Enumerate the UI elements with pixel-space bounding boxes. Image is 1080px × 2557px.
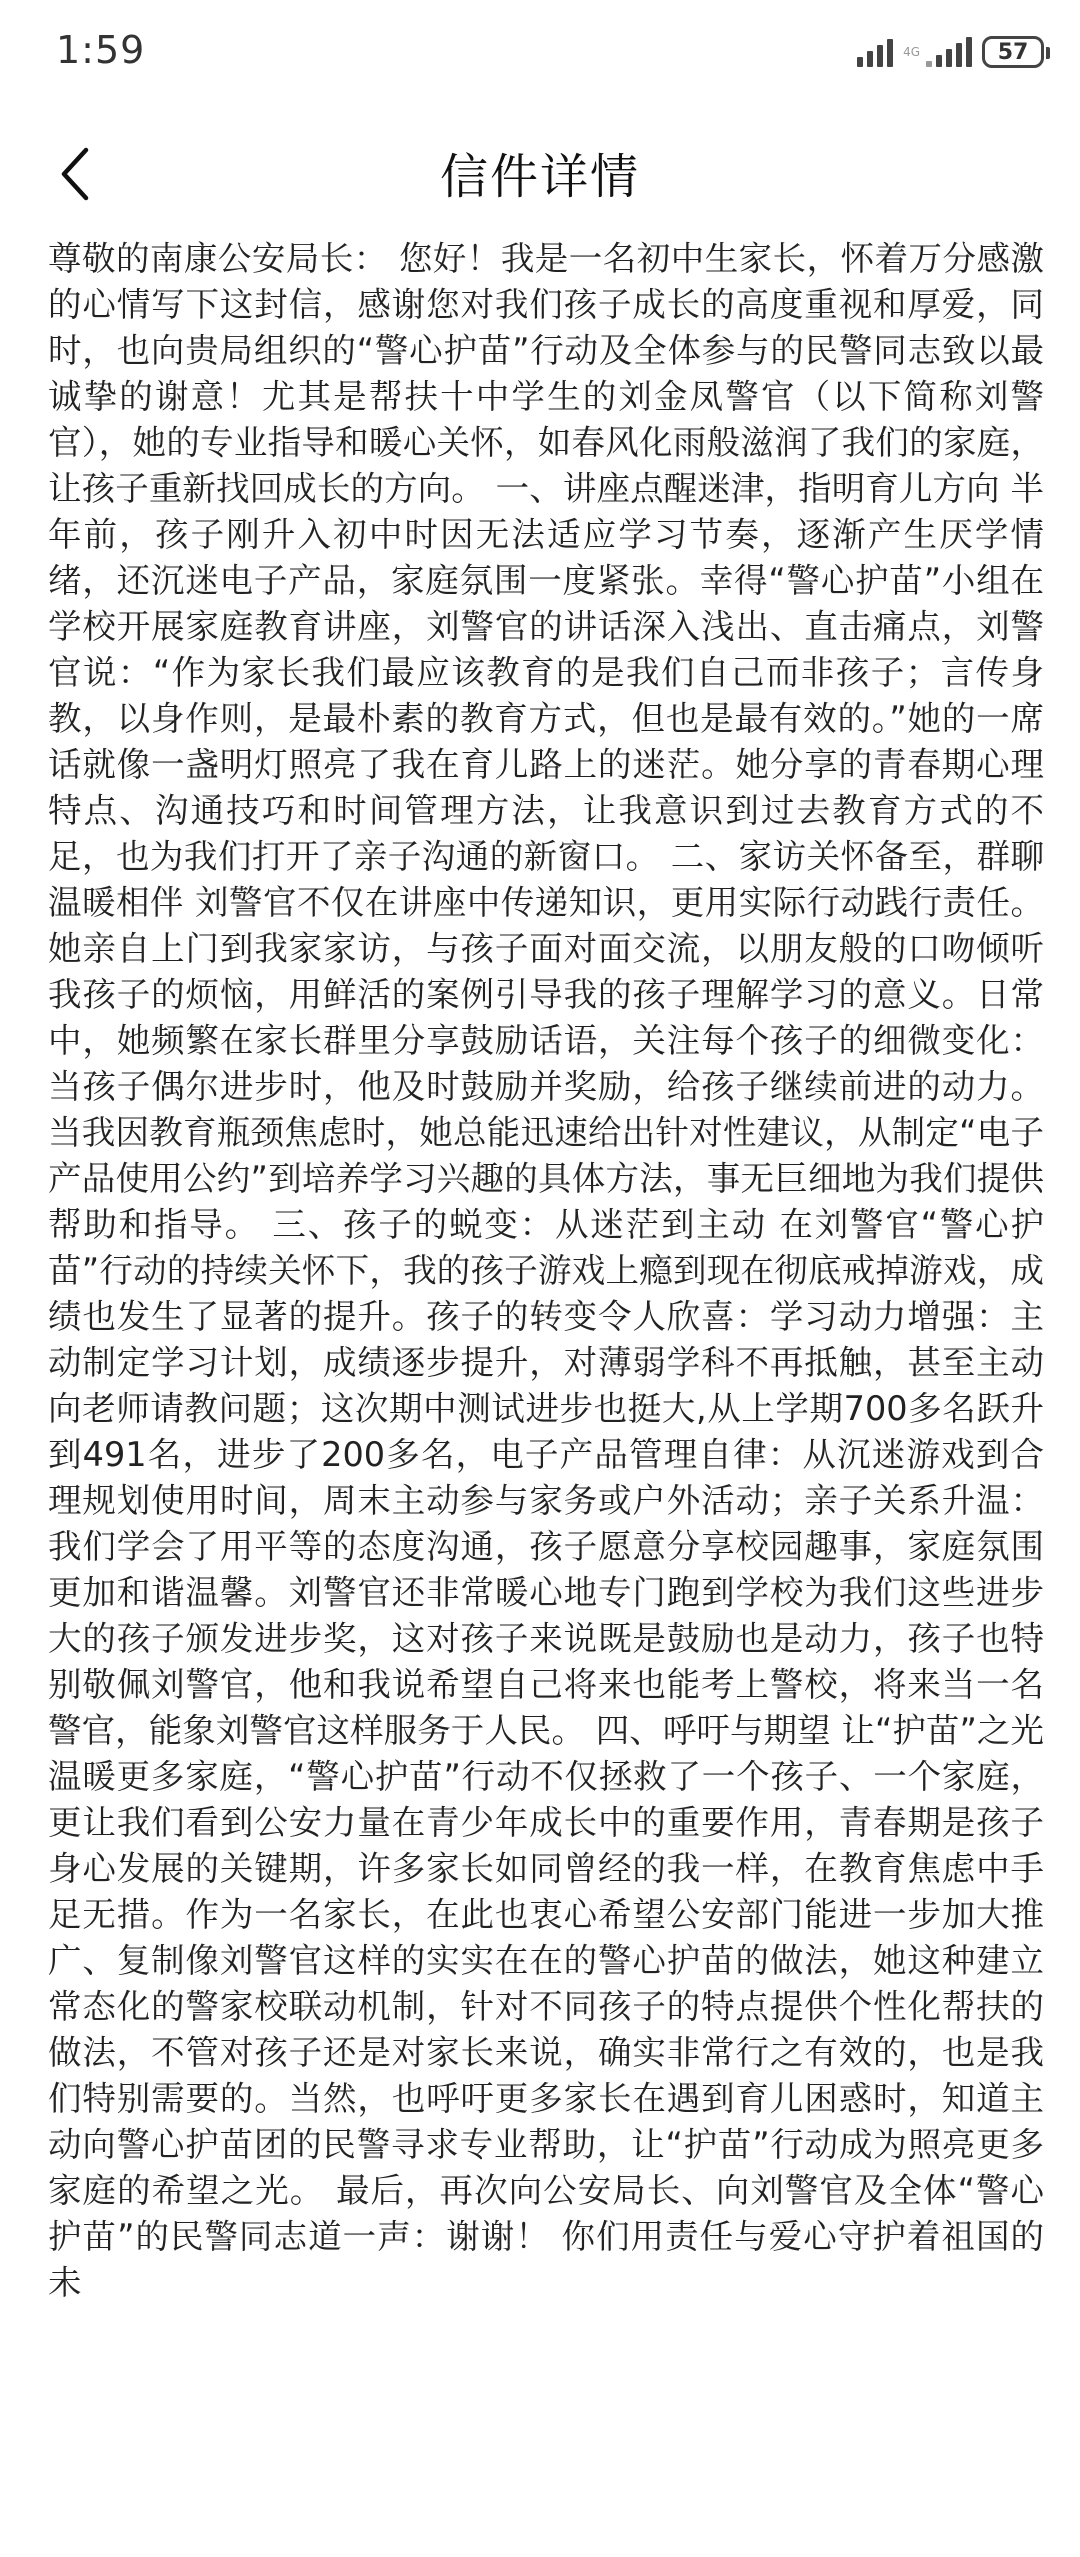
- signal-icon: [857, 37, 893, 67]
- network-type-label: 4G: [903, 45, 920, 59]
- status-time: 1:59: [56, 28, 146, 72]
- signal-icon-secondary: [926, 37, 972, 67]
- status-bar: [0, 0, 1080, 112]
- battery-level: 57: [997, 39, 1029, 65]
- page-title: 信件详情: [439, 149, 640, 205]
- nav-header: [0, 112, 1080, 236]
- letter-content: 尊敬的南康公安局长： 您好！我是一名初中生家长，怀着万分感激的心情写下这封信，感谢您对我们孩子成长的高度重视和厚爱，同时，也向贵局组织的“警心护苗”行动及全体参与的民警同志致以最诚挚的谢意！尤其是帮扶十中学生的刘金凤警官（以下简称刘警官），她的专业指导和暖心关怀，如春风化雨般滋润了我们的家庭，让孩子重新找回成长的方向。 一、讲座点醒迷津，指明育儿方向 半年前，孩子刚升入初中时因无法适应学习节奏，逐渐产生厌学情绪，还沉迷电子产品，家庭氛围一度紧张。幸得“警心护苗”小组在学校开展家庭教育讲座，刘警官的讲话深入浅出、直击痛点，刘警官说：“作为家长我们最应该教育的是我们自己而非孩子；言传身教，以身作则，是最朴素的教育方式，但也是最有效的。”她的一席话就像一盏明灯照亮了我在育儿路上的迷茫。她分享的青春期心理特点、沟通技巧和时间管理方法，让我意识到过去教育方式的不足，也为我们打开了亲子沟通的新窗口。 二、家访关怀备至，群聊温暖相伴 刘警官不仅在讲座中传递知识，更用实际行动践行责任。她亲自上门到我家家访，与孩子面对面交流，以朋友般的口吻倾听我孩子的烦恼，用鲜活的案例引导我的孩子理解学习的意义。日常中，她频繁在家长群里分享鼓励话语，关注每个孩子的细微变化：当孩子偶尔进步时，他及时鼓励并奖励，给孩子继续前进的动力。当我因教育瓶颈焦虑时，她总能迅速给出针对性建议，从制定“电子产品使用公约”到培养学习兴趣的具体方法，事无巨细地为我们提供帮助和指导。 三、孩子的蜕变：从迷茫到主动 在刘警官“警心护苗”行动的持续关怀下，我的孩子游戏上瘾到现在彻底戒掉游戏，成绩也发生了显著的提升。孩子的转变令人欣喜：学习动力增强：主动制定学习计划，成绩逐步提升，对薄弱学科不再抵触，甚至主动向老师请教问题；这次期中测试进步也挺大,从上学期700多名跃升到491名，进步了200多名，电子产品管理自律：从沉迷游戏到合理规划使用时间，周末主动参与家务或户外活动；亲子关系升温：我们学会了用平等的态度沟通，孩子愿意分享校园趣事，家庭氛围更加和谐温馨。刘警官还非常暖心地专门跑到学校为我们这些进步大的孩子颁发进步奖，这对孩子来说既是鼓励也是动力，孩子也特别敬佩刘警官，他和我说希望自己将来也能考上警校，将来当一名警官，能象刘警官这样服务于人民。 四、呼吁与期望 让“护苗”之光温暖更多家庭，“警心护苗”行动不仅拯救了一个孩子、一个家庭，更让我们看到公安力量在青少年成长中的重要作用，青春期是孩子身心发展的关键期，许多家长如同曾经的我一样，在教育焦虑中手足无措。作为一名家长，在此也衷心希望公安部门能进一步加大推广、复制像刘警官这样的实实在在的警心护苗的做法，她这种建立常态化的警家校联动机制，针对不同孩子的特点提供个性化帮扶的做法，不管对孩子还是对家长来说，确实非常行之有效的，也是我们特别需要的。当然，也呼吁更多家长在遇到育儿困惑时，知道主动向警心护苗团的民警寻求专业帮助，让“护苗”行动成为照亮更多家庭的希望之光。 最后，再次向公安局长、向刘警官及全体“警心护苗”的民警同志道一声：谢谢！ 你们用责任与爱心守护着祖国的未: [48, 239, 1044, 2302]
- battery-icon: [982, 36, 1044, 68]
- status-icons: [857, 36, 1044, 68]
